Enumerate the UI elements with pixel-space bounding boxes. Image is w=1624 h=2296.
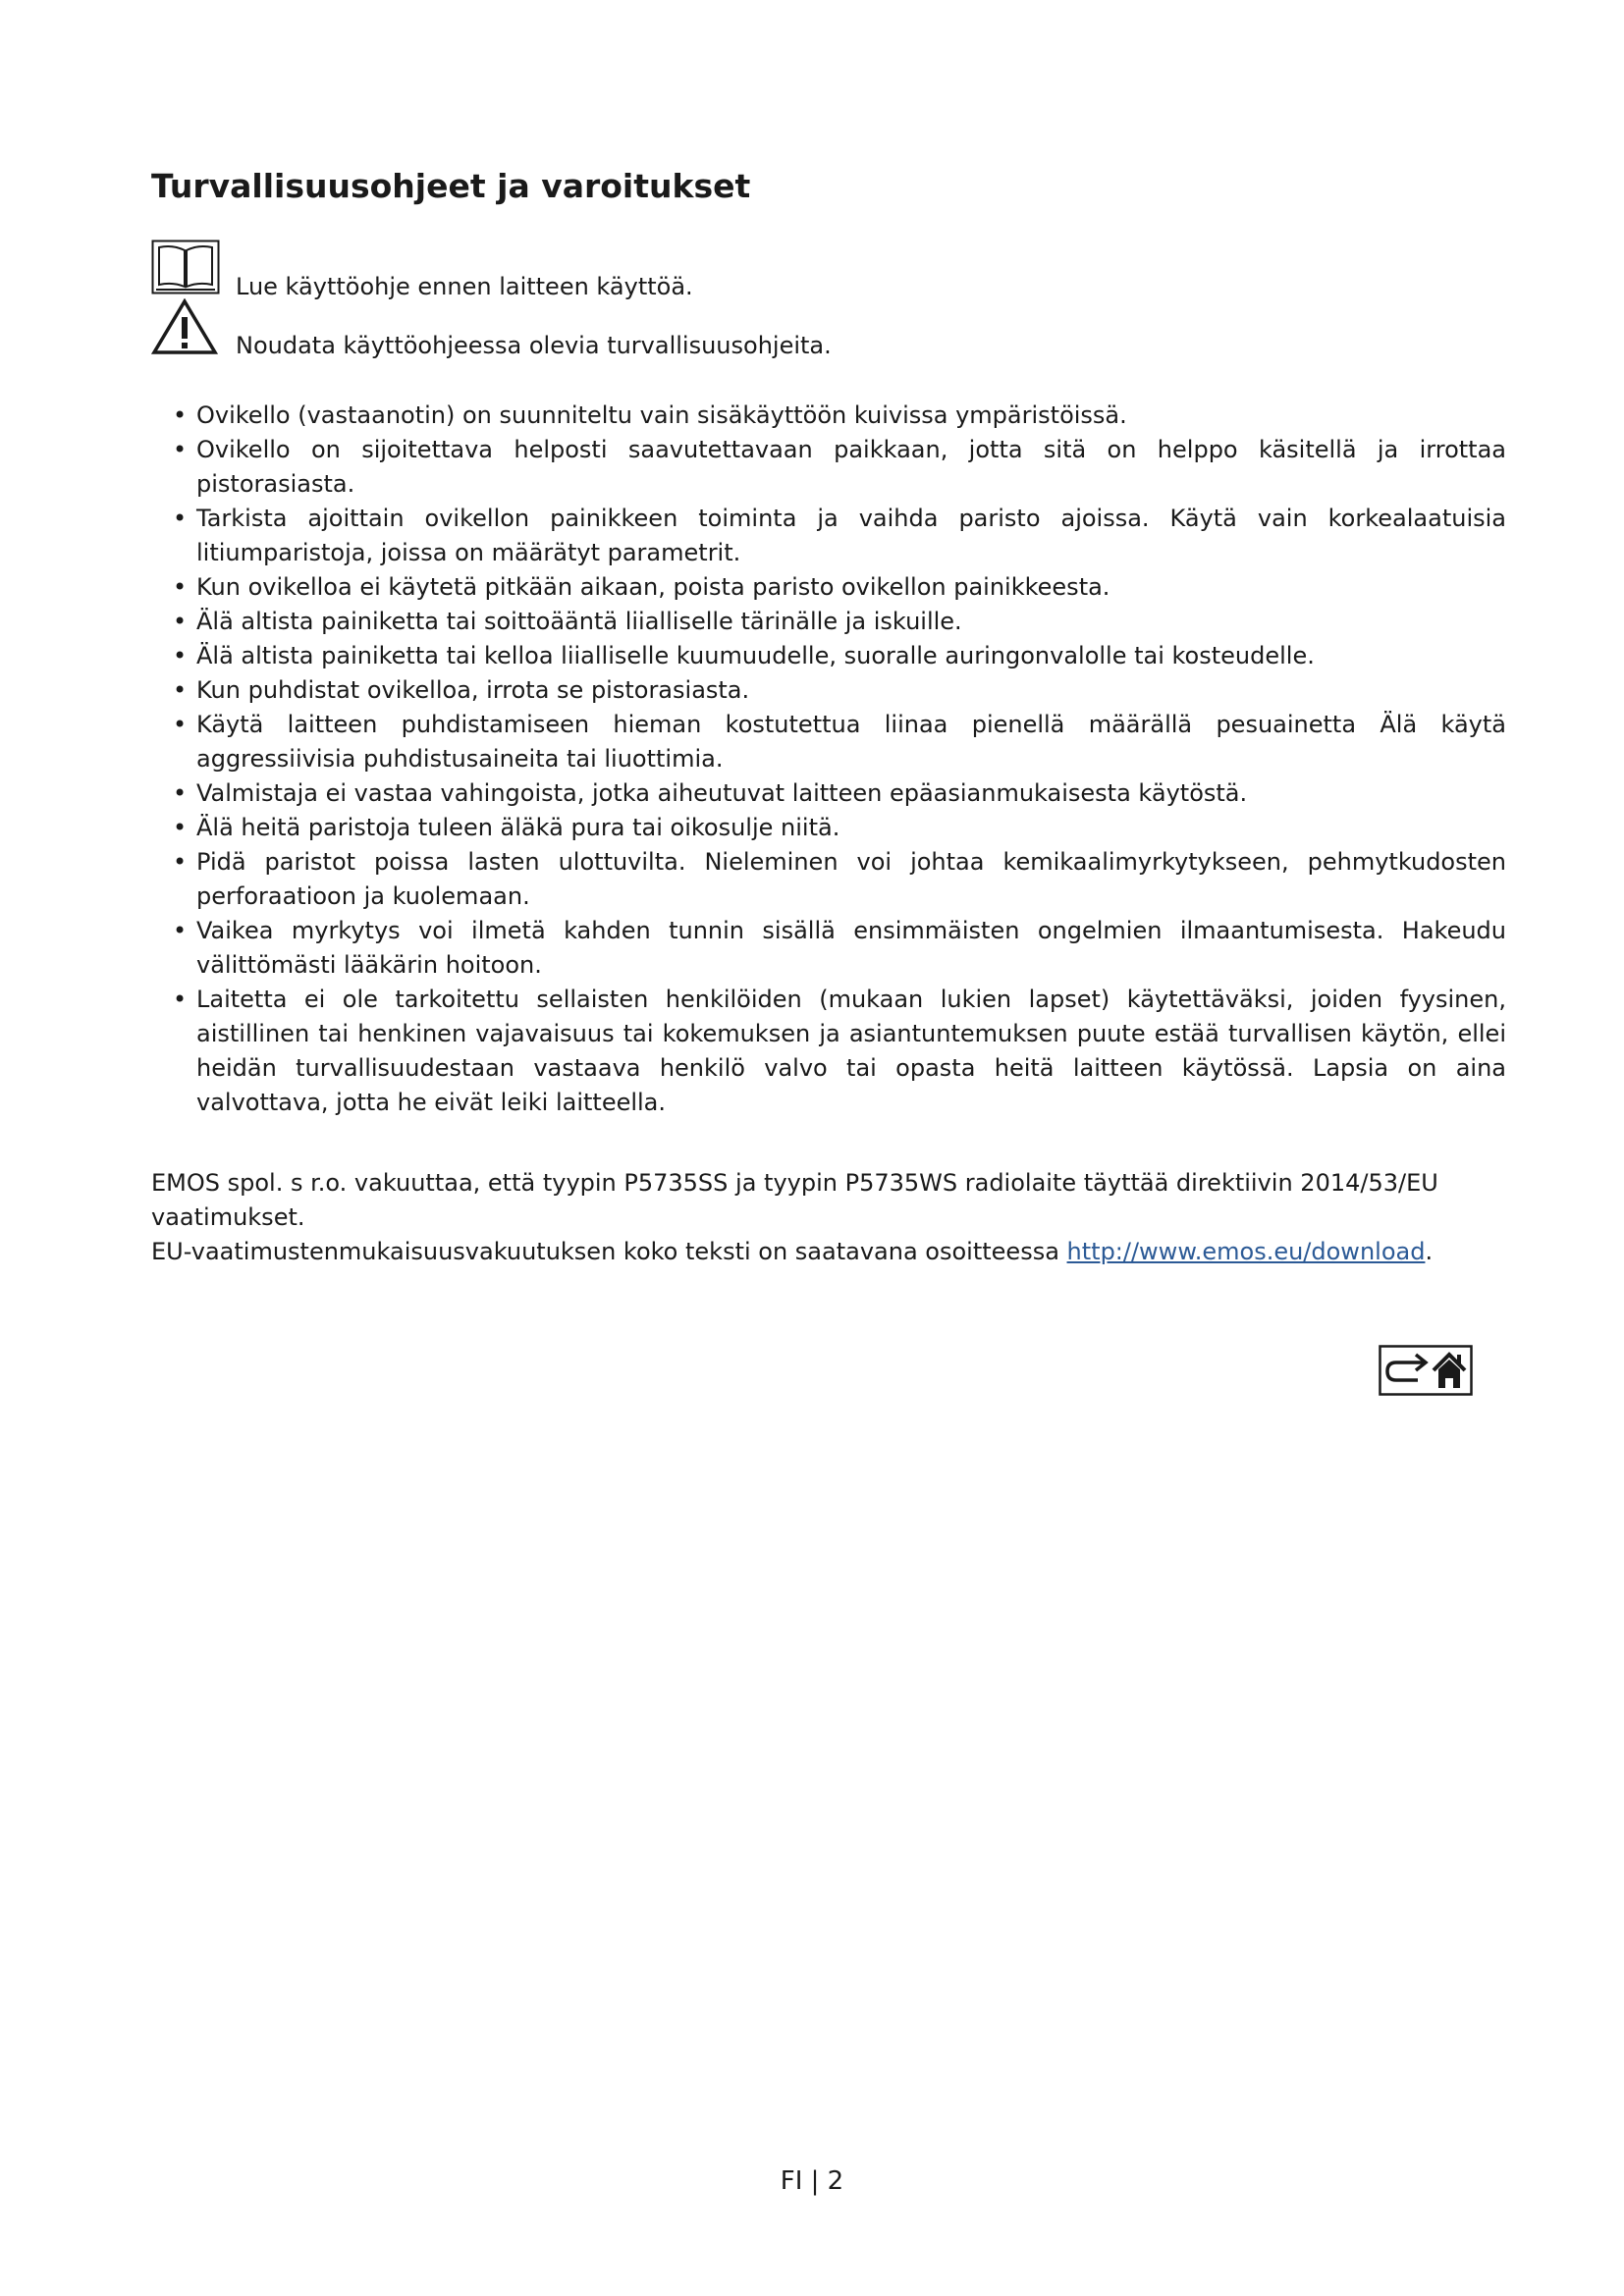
declaration-download-line bbox=[151, 1235, 1506, 1269]
symbol-text-manual: Lue käyttöohje ennen laitteen käyttöä. bbox=[236, 273, 693, 300]
list-item: • Kun ovikelloa ei käytetä pitkään aikaan, poista paristo ovikellon painikkeesta. bbox=[169, 570, 1506, 605]
declaration-statement: EMOS spol. s r.o. vakuuttaa, että tyypin P5735SS ja tyypin P5735WS radiolaite täyttää direktiivin 2014/53/EU vaatimukset. bbox=[151, 1169, 1438, 1231]
list-item: • Vaikea myrkytys voi ilmetä kahden tunnin sisällä ensimmäisten ongelmien ilmaantumisesta. Hakeudu välittömästi lääkärin hoitoon. bbox=[169, 914, 1506, 983]
list-item: • Älä altista painiketta tai soittoääntä liialliselle tärinälle ja iskuille. bbox=[169, 605, 1506, 639]
symbol-row-manual bbox=[151, 240, 1428, 298]
symbol-row-warning bbox=[151, 298, 1428, 357]
list-item: • Käytä laitteen puhdistamiseen hieman kostutettua liinaa pienellä määrällä pesuainetta Älä käytä aggressiivisia puhdistusaineita tai liuottimia. bbox=[169, 708, 1506, 776]
list-item: • Pidä paristot poissa lasten ulottuvilta. Nieleminen voi johtaa kemikaalimyrkytykseen, pehmytkudosten perforaatioon ja kuolemaan. bbox=[169, 845, 1506, 914]
download-link[interactable]: http://www.emos.eu/download bbox=[1066, 1238, 1426, 1265]
list-item: • Laitetta ei ole tarkoitettu sellaisten henkilöiden (mukaan lukien lapset) käytettäväksi, joiden fyysinen, aistillinen tai henkinen vajavaisuus tai kokemuksen ja asiantuntemuksen puute estää turvallisen käytön, ellei heidän turvallisuudestaan vastaava henkilö valvo tai opasta heitä laitteen käytössä. Lapsia on aina valvottava, jotta he eivät leiki laitteella. bbox=[169, 983, 1506, 1120]
warning-icon bbox=[151, 298, 218, 359]
list-item: • Tarkista ajoittain ovikellon painikkeen toiminta ja vaihda paristo ajoissa. Käytä vain korkealaatuisia litiumparistoja, joissa on määrätyt parametrit. bbox=[169, 502, 1506, 570]
list-item: • Valmistaja ei vastaa vahingoista, jotka aiheutuvat laitteen epäasianmukaisesta käytöstä. bbox=[169, 776, 1506, 811]
safety-instructions-list bbox=[169, 399, 1506, 1120]
declaration-prefix: EU-vaatimustenmukaisuusvakuutuksen koko teksti on saatavana osoitteessa bbox=[151, 1238, 1067, 1265]
list-item: • Ovikello (vastaanotin) on suunniteltu vain sisäkäyttöön kuivissa ympäristöissä. bbox=[169, 399, 1506, 433]
list-item: • Kun puhdistat ovikelloa, irrota se pistorasiasta. bbox=[169, 673, 1506, 708]
page-number: FI | 2 bbox=[780, 2166, 844, 2196]
symbol-text-warning: Noudata käyttöohjeessa olevia turvallisuusohjeita. bbox=[236, 332, 832, 359]
page-title: Turvallisuusohjeet ja varoitukset bbox=[151, 167, 751, 205]
conformity-declaration bbox=[151, 1166, 1506, 1269]
book-icon bbox=[151, 240, 220, 298]
list-item: • Älä altista painiketta tai kelloa liialliselle kuumuudelle, suoralle auringonvalolle tai kosteudelle. bbox=[169, 639, 1506, 673]
list-item: • Älä heitä paristoja tuleen äläkä pura tai oikosulje niitä. bbox=[169, 811, 1506, 845]
declaration-suffix: . bbox=[1425, 1238, 1434, 1265]
list-item: • Ovikello on sijoitettava helposti saavutettavaan paikkaan, jotta sitä on helppo käsitellä ja irrottaa pistorasiasta. bbox=[169, 433, 1506, 502]
home-return-icon[interactable] bbox=[1379, 1345, 1473, 1396]
